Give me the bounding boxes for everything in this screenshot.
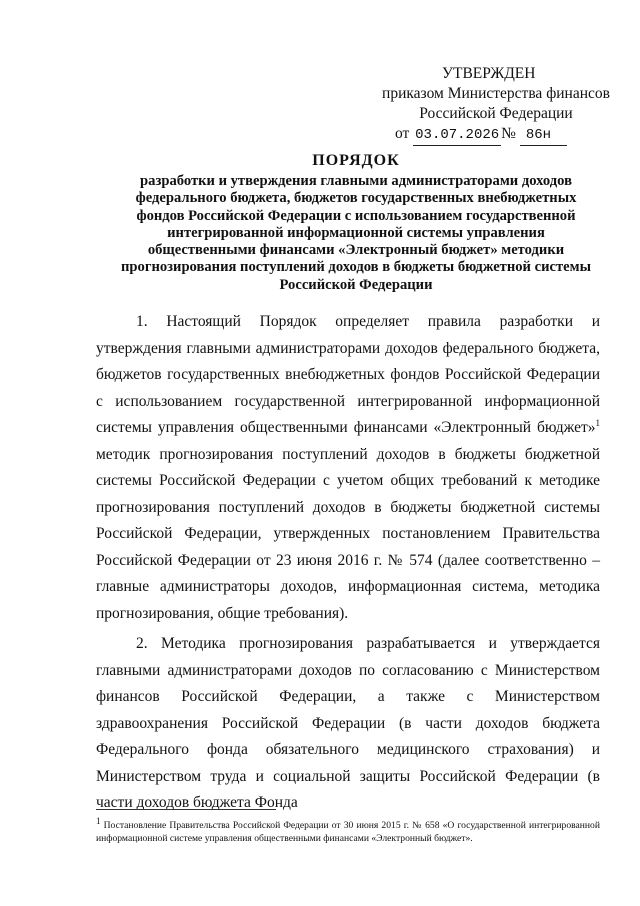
document-body — [96, 309, 600, 817]
footnote-number: 1 — [96, 815, 101, 826]
subtitle-line: общественными финансами «Электронный бюджет» методики — [147, 242, 565, 259]
approval-line-1: приказом Министерства финансов — [382, 85, 610, 102]
footnote-reference: 1 — [595, 417, 600, 428]
subtitle-line: интегрированной информационной системы управления — [167, 224, 545, 241]
approval-heading: УТВЕРЖДЕН — [442, 65, 536, 82]
approval-order-line — [346, 124, 616, 146]
paragraph-2: 2. Методика прогнозирования разрабатывается и утверждается главными администраторами доходов по согласованию с Министерством финансов Российской Федерации, а также с Министерством здравоохранения Российской Федерации (в части доходов бюджета Федерального фонда обязательного медицинского страхования) и Министерством труда и социальной защиты Российской Федерации (в части доходов бюджета Фонда — [96, 635, 600, 811]
subtitle-line: прогнозирования поступлений доходов в бюджеты бюджетной системы — [121, 259, 591, 276]
approval-line-2: Российской Федерации — [419, 105, 573, 122]
document-title-block — [96, 151, 616, 294]
approval-number-label: № — [501, 125, 516, 142]
approval-date: 03.07.2026 — [413, 125, 501, 146]
approval-from-label: от — [394, 125, 410, 142]
approval-number: 86н — [520, 125, 567, 146]
subtitle-line: федерального бюджета, бюджетов государственных внебюджетных — [135, 190, 577, 207]
footnote-text: Постановление Правительства Российской Федерации от 30 июня 2015 г. № 658 «О государственной интегрированной информационной системе управления общественными финансами «Электронный бюджет». — [96, 820, 600, 844]
paragraph-1-text-a: 1. Настоящий Порядок определяет правила разработки и утверждения главными администраторами доходов федерального бюджета, бюджетов государственных внебюджетных фондов Российской Федерации с использованием государственной интегрированной информационной системы управления общественными финансами «Электронный бюджет» — [96, 313, 600, 436]
footnote — [96, 815, 600, 845]
footnote-divider — [96, 809, 276, 810]
paragraph-1 — [96, 309, 600, 627]
subtitle-line: Российской Федерации — [279, 276, 433, 293]
subtitle-line: разработки и утверждения главными администраторами доходов — [140, 173, 572, 189]
approval-stamp — [376, 64, 616, 146]
document-subtitle — [96, 173, 616, 294]
subtitle-line: фондов Российской Федерации с использованием государственной — [136, 207, 576, 224]
paragraph-1-text-b: методик прогнозирования поступлений доходов в бюджеты бюджетной системы Российской Федерации с учетом общих требований к методике прогнозирования поступлений доходов в бюджеты бюджетной системы Российской Федерации, утвержденных постановлением Правительства Российской Федерации от 23 июня 2016 г. № 574 (далее соответственно – главные администраторы доходов, информационная система, методика прогнозирования, общие требования). — [96, 445, 600, 622]
document-title: ПОРЯДОК — [312, 152, 400, 169]
